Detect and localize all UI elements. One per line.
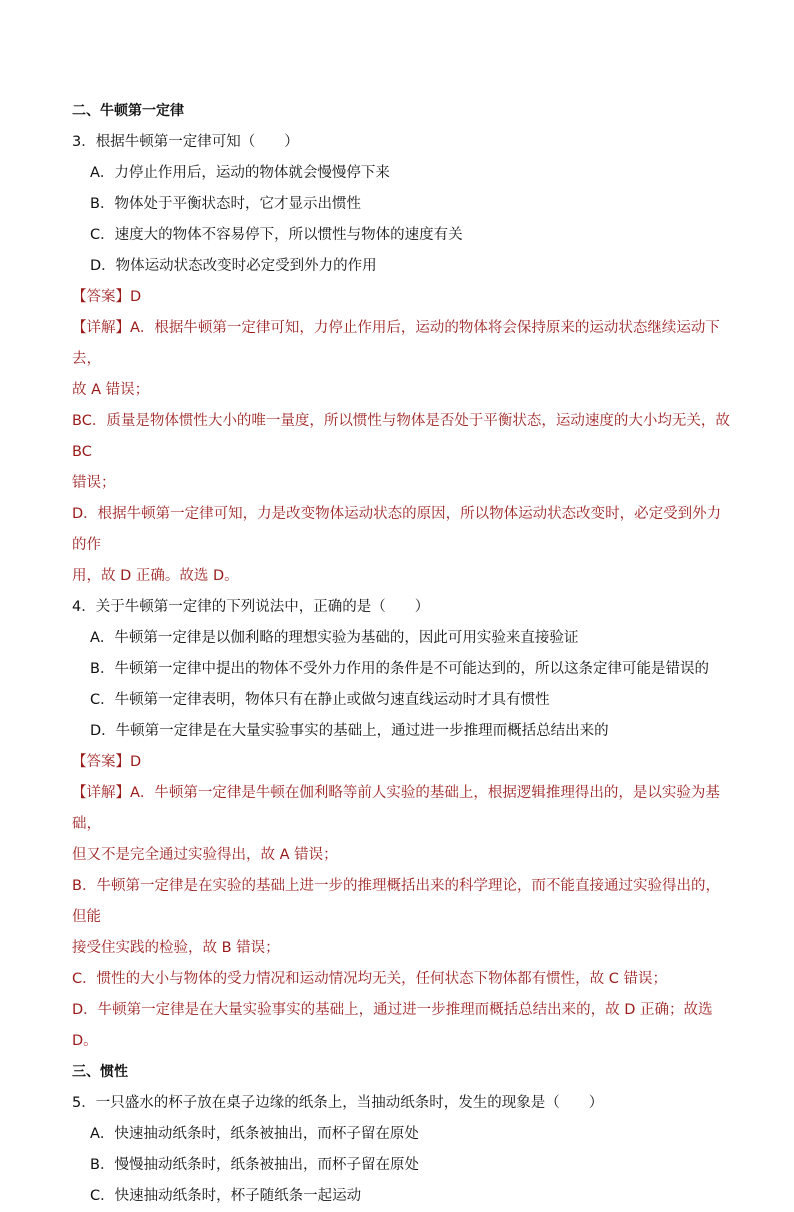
detail-line: 【详解】A．根据牛顿第一定律可知，力停止作用后，运动的物体将会保持原来的运动状态继续运动下去， [72, 320, 720, 367]
question-4-detail [72, 778, 732, 1057]
detail-tag: 【详解】 [72, 785, 130, 801]
question-3-option-d: D．物体运动状态改变时必定受到外力的作用 [90, 258, 377, 274]
detail-line: D．牛顿第一定律是在大量实验事实的基础上，通过进一步推理而概括总结出来的，故 D 正确；故选 D。 [72, 1002, 713, 1049]
question-4-option-d: D．牛顿第一定律是在大量实验事实的基础上，通过进一步推理而概括总结出来的 [90, 723, 609, 739]
question-3-stem: 3．根据牛顿第一定律可知（ ） [72, 134, 299, 150]
answer-tag: 【答案】 [72, 754, 130, 770]
detail-line: C．惯性的大小与物体的受力情况和运动情况均无关，任何状态下物体都有惯性，故 C 错误； [72, 971, 667, 987]
answer-value: D [130, 754, 142, 770]
detail-line: 接受住实践的检验，故 B 错误； [72, 940, 280, 956]
question-3-detail [72, 313, 732, 592]
detail-line: 但又不是完全通过实验得出，故 A 错误； [72, 847, 338, 863]
question-5-stem: 5．一只盛水的杯子放在桌子边缘的纸条上，当抽动纸条时，发生的现象是（ ） [72, 1095, 604, 1111]
answer-value: D [130, 289, 142, 305]
question-4-stem: 4．关于牛顿第一定律的下列说法中，正确的是（ ） [72, 599, 430, 615]
detail-line: 故 A 错误； [72, 382, 150, 398]
detail-line: 用，故 D 正确。故选 D。 [72, 568, 239, 584]
detail-line: B．牛顿第一定律是在实验的基础上进一步的推理概括出来的科学理论，而不能直接通过实验得出的，但能 [72, 878, 720, 925]
question-4-option-c: C．牛顿第一定律表明，物体只有在静止或做匀速直线运动时才具有惯性 [90, 692, 550, 708]
detail-line: 错误； [72, 475, 116, 491]
section-heading-inertia: 三、惯性 [72, 1064, 128, 1080]
question-4-option-a: A．牛顿第一定律是以伽利略的理想实验为基础的，因此可用实验来直接验证 [90, 630, 579, 646]
detail-line: 【详解】A．牛顿第一定律是牛顿在伽利略等前人实验的基础上，根据逻辑推理得出的，是以实验为基础， [72, 785, 720, 832]
question-3-answer [72, 282, 732, 313]
detail-line: BC．质量是物体惯性大小的唯一量度，所以惯性与物体是否处于平衡状态，运动速度的大小均无关，故 BC [72, 413, 730, 460]
question-4-option-b: B．牛顿第一定律中提出的物体不受外力作用的条件是不可能达到的，所以这条定律可能是错误的 [90, 661, 709, 677]
question-5-option-b: B．慢慢抽动纸条时，纸条被抽出，而杯子留在原处 [90, 1157, 419, 1173]
question-3-option-a: A．力停止作用后，运动的物体就会慢慢停下来 [90, 165, 390, 181]
detail-line: D．根据牛顿第一定律可知，力是改变物体运动状态的原因，所以物体运动状态改变时，必定受到外力的作 [72, 506, 722, 553]
question-3-option-c: C．速度大的物体不容易停下，所以惯性与物体的速度有关 [90, 227, 463, 243]
question-5-option-a: A．快速抽动纸条时，纸条被抽出，而杯子留在原处 [90, 1126, 419, 1142]
question-4-answer [72, 747, 732, 778]
section-heading-newton-first-law: 二、牛顿第一定律 [72, 103, 184, 119]
detail-tag: 【详解】 [72, 320, 130, 336]
document-body [72, 96, 732, 1212]
question-5-option-c: C．快速抽动纸条时，杯子随纸条一起运动 [90, 1188, 362, 1204]
question-3-option-b: B．物体处于平衡状态时，它才显示出惯性 [90, 196, 361, 212]
answer-tag: 【答案】 [72, 289, 130, 305]
